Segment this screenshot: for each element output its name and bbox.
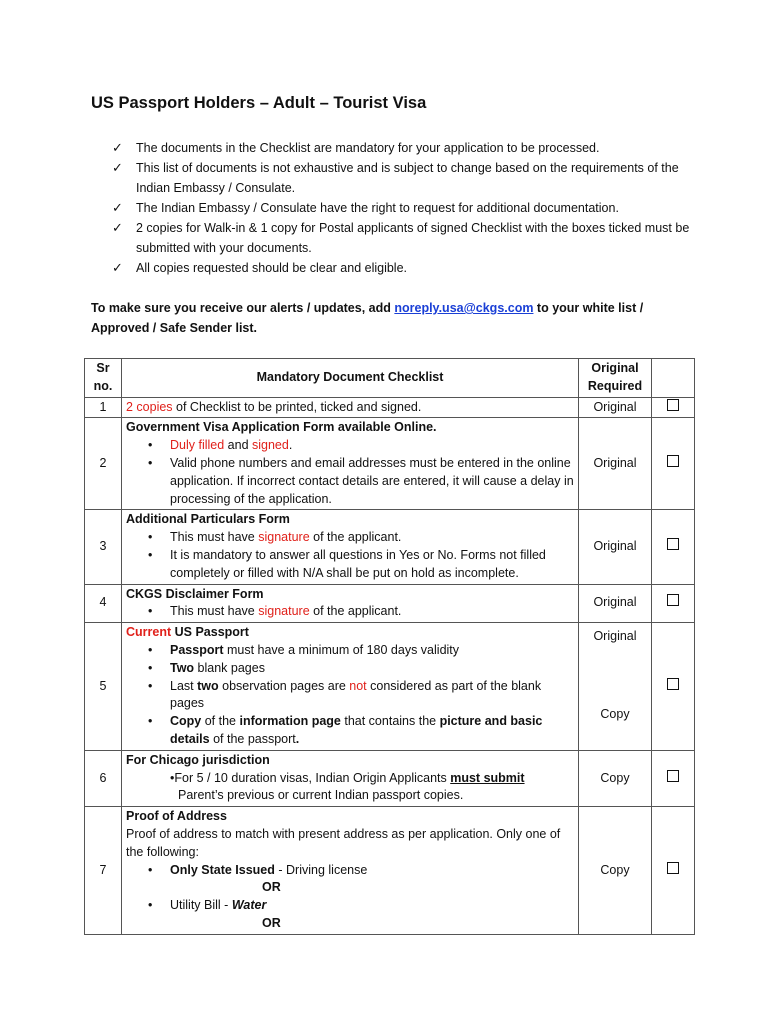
- list-item: • Valid phone numbers and email addresses must be entered in the online application. If incorrect contact details are entered, it will cause a delay in processing of the application.: [170, 455, 574, 508]
- list-item: • Copy of the information page that contains the picture and basic details of the passport.: [170, 713, 574, 749]
- table-row: 6 For Chicago jurisdiction •For 5 / 10 duration visas, Indian Origin Applicants must submit Parent’s previous or current Indian passport copies. Copy: [85, 750, 695, 806]
- list-item: • Last two observation pages are not considered as part of the blank pages: [170, 678, 574, 714]
- checkbox[interactable]: [667, 538, 679, 550]
- table-row: 7 Proof of Address Proof of address to match with present address as per application. Only one of the following: • Only State Issued - Driving license OR • Utility Bill - Water OR Copy: [85, 807, 695, 935]
- list-item: • Duly filled and signed.: [170, 437, 574, 455]
- table-header-row: [85, 359, 695, 398]
- header-blank: [652, 359, 695, 398]
- table-row: 3 Additional Particulars Form • This must have signature of the applicant. • It is mandatory to answer all questions in Yes or No. Forms not filled completely or filled with N/A shall be put on hold as incomplete. Original: [85, 510, 695, 584]
- checkbox[interactable]: [667, 678, 679, 690]
- checkmark-icon: ✓: [112, 160, 123, 175]
- checkmark-icon: ✓: [112, 260, 123, 275]
- list-item: • Only State Issued - Driving license: [170, 862, 574, 880]
- requirements-list: [112, 138, 712, 278]
- checkbox[interactable]: [667, 455, 679, 467]
- table-row: 1 2 copies of Checklist to be printed, ticked and signed. Original: [85, 397, 695, 418]
- checkmark-icon: ✓: [112, 220, 123, 235]
- page-title: US Passport Holders – Adult – Tourist Visa: [91, 94, 427, 112]
- checkmark-icon: ✓: [112, 140, 123, 155]
- safe-sender-notice: To make sure you receive our alerts / updates, add noreply.usa@ckgs.com to your white list / Approved / Safe Sender list.: [91, 301, 644, 335]
- table-row: 4 CKGS Disclaimer Form • This must have signature of the applicant. Original: [85, 584, 695, 623]
- list-item: • Two blank pages: [170, 660, 574, 678]
- checkmark-icon: ✓: [112, 200, 123, 215]
- table-row: 2 Government Visa Application Form available Online. • Duly filled and signed. • Valid phone numbers and email addresses must be entered in the online application. If incorrect contact details are entered, it will cause a delay in processing of the application. Original: [85, 418, 695, 510]
- checkbox[interactable]: [667, 594, 679, 606]
- table-row: 5 Current US Passport • Passport must have a minimum of 180 days validity • Two blank pages • Last two observation pages are not considered as part of the blank pages • Copy of the information page that contains the picture and basic details of the passport. Original Copy: [85, 623, 695, 751]
- checklist-table: [84, 358, 695, 935]
- list-item: ✓ 2 copies for Walk-in & 1 copy for Postal applicants of signed Checklist with the boxes ticked must be submitted with your documents.: [112, 220, 690, 255]
- header-original-required: Original Required: [579, 359, 652, 398]
- list-item: ✓ The Indian Embassy / Consulate have the right to request for additional documentation.: [112, 198, 712, 218]
- checkbox[interactable]: [667, 770, 679, 782]
- list-item: ✓ This list of documents is not exhaustive and is subject to change based on the requirements of the Indian Embassy / Consulate.: [112, 160, 679, 195]
- header-sr: Sr no.: [85, 359, 122, 398]
- header-document: Mandatory Document Checklist: [122, 359, 579, 398]
- email-link[interactable]: noreply.usa@ckgs.com: [394, 301, 534, 315]
- list-item: • It is mandatory to answer all questions in Yes or No. Forms not filled completely or filled with N/A shall be put on hold as incomplete.: [170, 547, 574, 583]
- list-item: • This must have signature of the applicant.: [170, 603, 574, 621]
- list-item: ✓ All copies requested should be clear and eligible.: [112, 258, 712, 278]
- checkbox[interactable]: [667, 862, 679, 874]
- list-item: • Passport must have a minimum of 180 days validity: [170, 642, 574, 660]
- list-item: • Utility Bill - Water: [170, 897, 574, 915]
- list-item: ✓ The documents in the Checklist are mandatory for your application to be processed.: [112, 138, 712, 158]
- checkbox[interactable]: [667, 399, 679, 411]
- list-item: • This must have signature of the applicant.: [170, 529, 574, 547]
